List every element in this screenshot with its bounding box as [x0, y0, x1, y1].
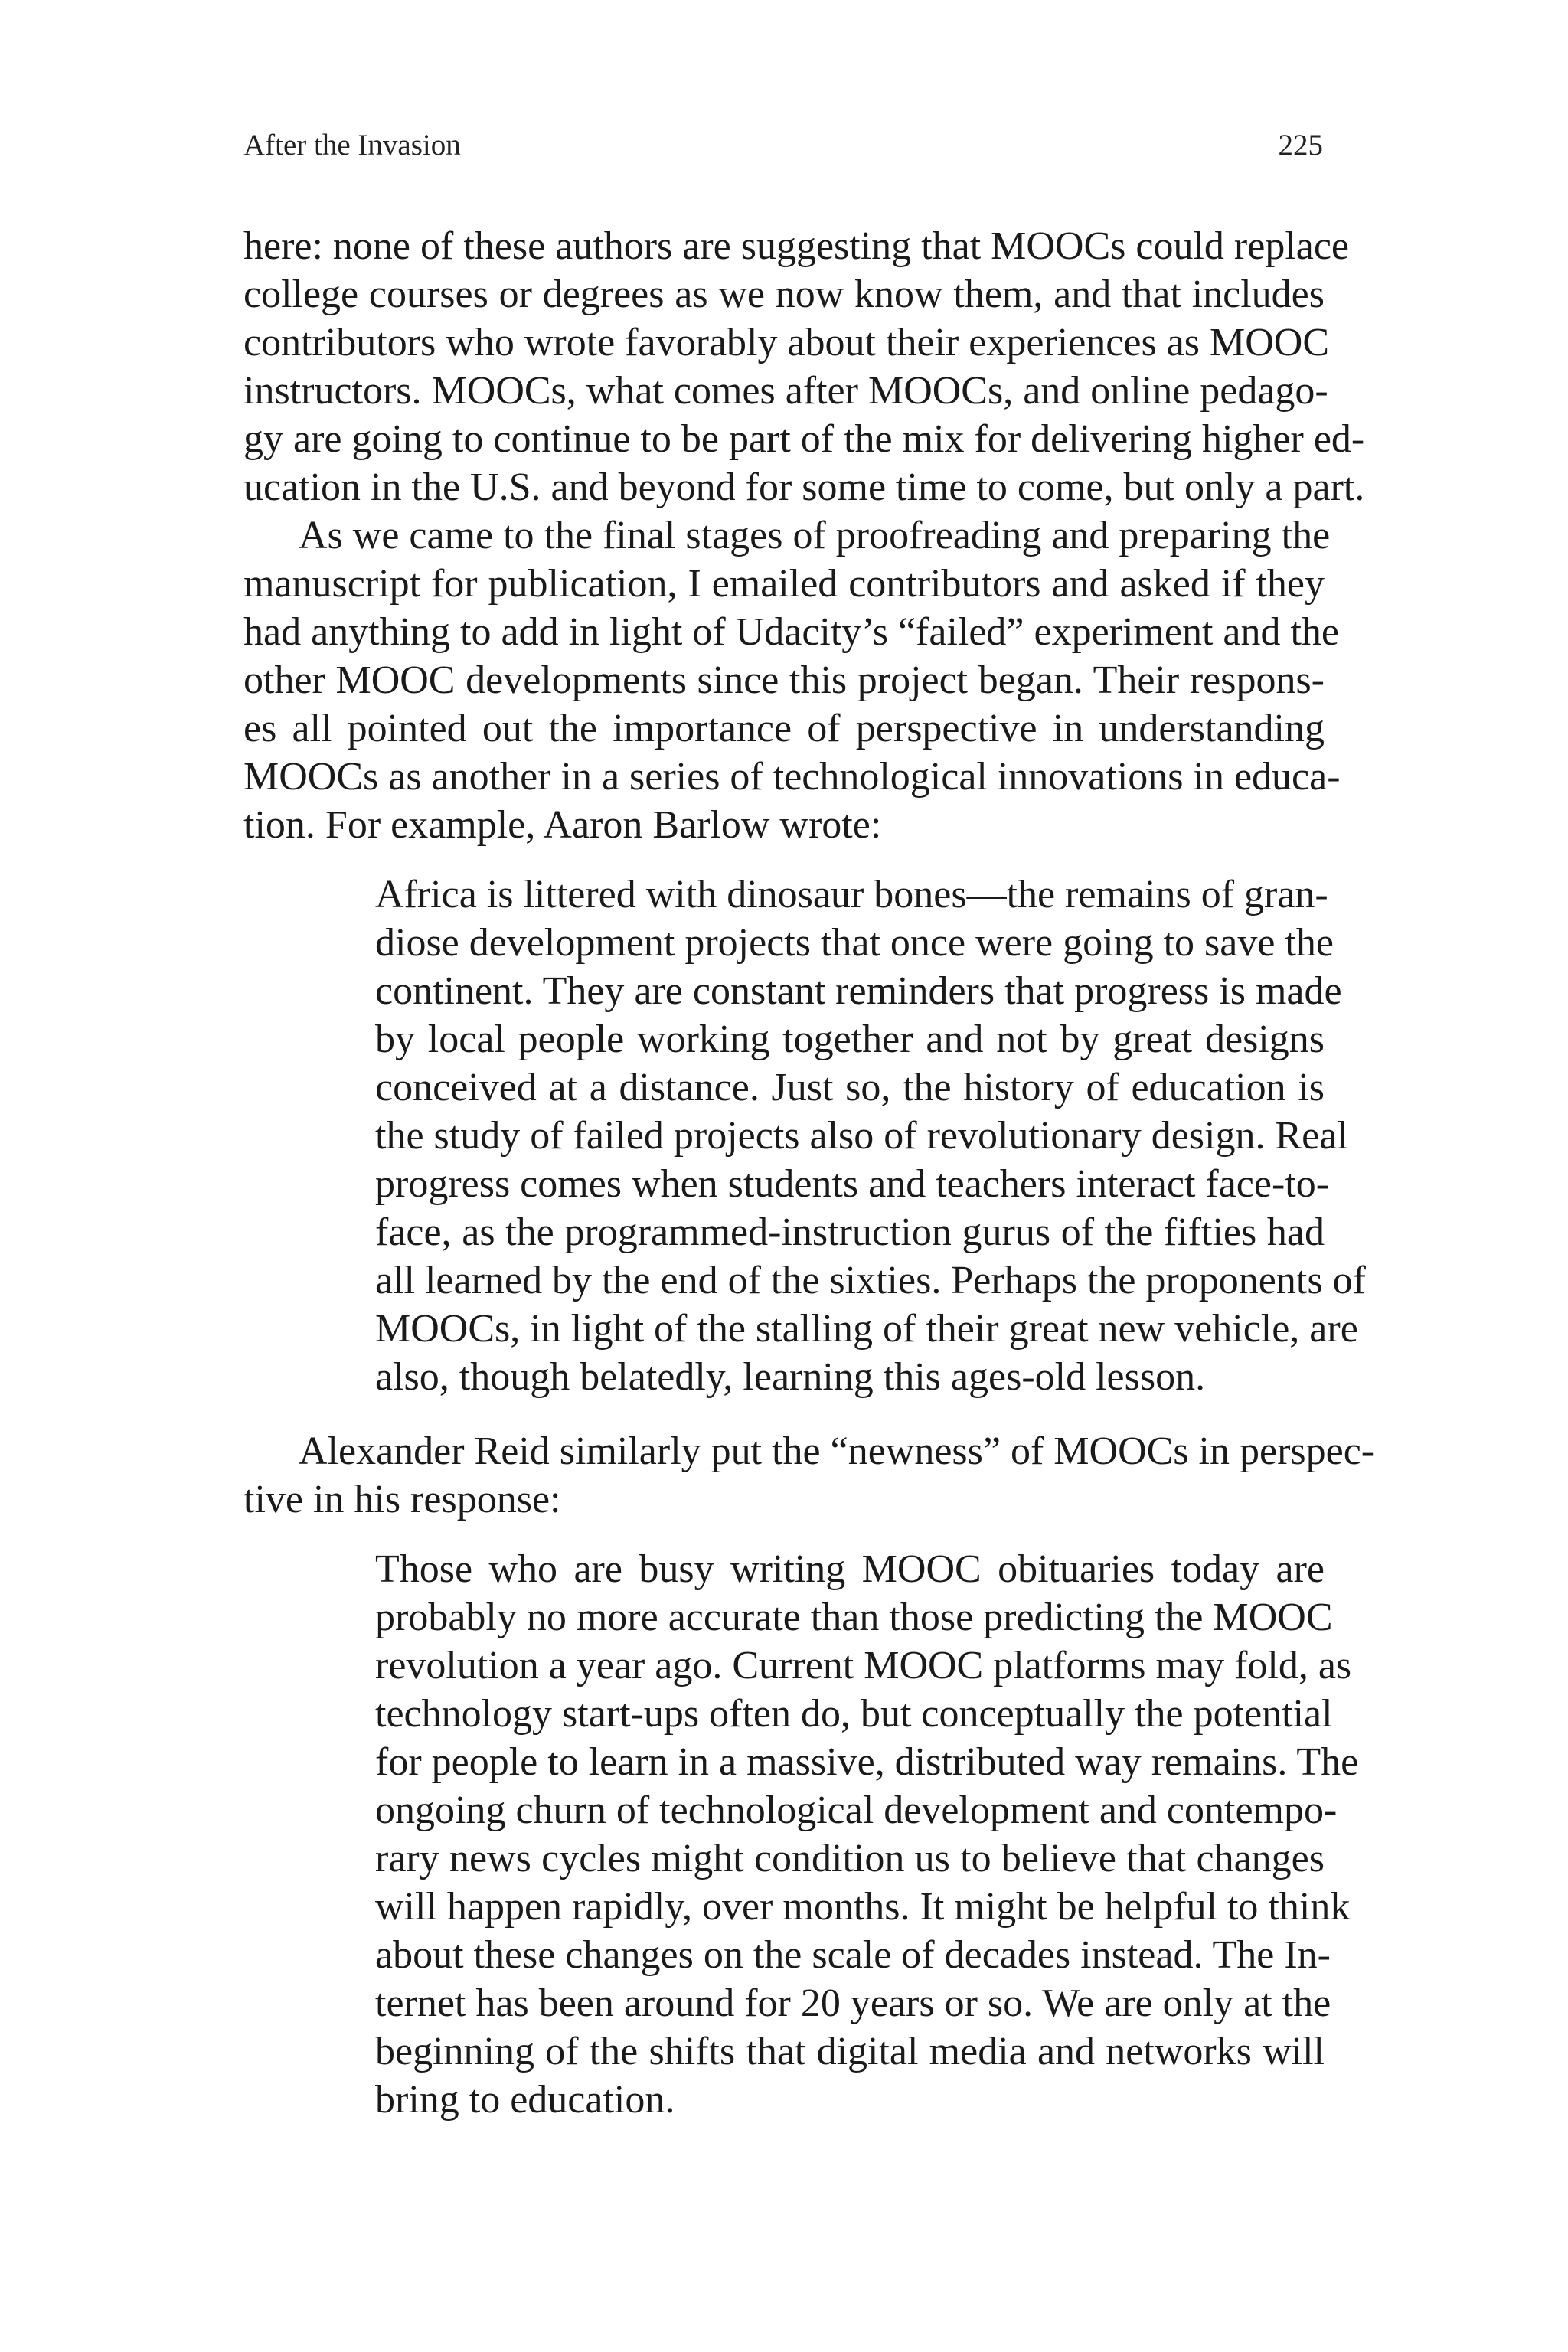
- text-line: As we came to the final stages of proofreading and preparing the: [299, 514, 1331, 557]
- block-quote-reid: [375, 1545, 1359, 2124]
- spacer: [243, 1524, 1325, 1545]
- quote-line: conceived at a distance. Just so, the history of education is: [375, 1066, 1325, 1109]
- quote-line: face, as the programmed-instruction gurus of the fifties had: [375, 1210, 1325, 1254]
- quote-line: ongoing churn of technological development and contempo-: [375, 1788, 1338, 1832]
- quote-line: about these changes on the scale of decades instead. The In-: [375, 1933, 1331, 1977]
- quote-line: MOOCs, in light of the stalling of their great new vehicle, are: [375, 1307, 1358, 1351]
- text-line: here: none of these authors are suggesting that MOOCs could replace: [243, 224, 1350, 268]
- quote-line: Those who are busy writing MOOC obituaries today are: [375, 1547, 1325, 1591]
- paragraph-2: [243, 511, 1341, 849]
- quote-line: progress comes when students and teachers interact face-to-: [375, 1162, 1330, 1206]
- text-line: tion. For example, Aaron Barlow wrote:: [243, 803, 882, 847]
- quote-line: ternet has been around for 20 years or so. We are only at the: [375, 1981, 1331, 2025]
- text-line: had anything to add in light of Udacity’s “failed” experiment and the: [243, 610, 1340, 654]
- quote-line: beginning of the shifts that digital media and networks will: [375, 2030, 1325, 2073]
- quote-line: by local people working together and not by great designs: [375, 1018, 1325, 1061]
- quote-line: probably no more accurate than those predicting the MOOC: [375, 1596, 1333, 1639]
- quote-line: rary news cycles might condition us to believe that changes: [375, 1837, 1325, 1880]
- quote-line: all learned by the end of the sixties. Perhaps the proponents of: [375, 1259, 1366, 1302]
- quote-line: Africa is littered with dinosaur bones—the remains of gran-: [375, 873, 1328, 916]
- text-line: ucation in the U.S. and beyond for some time to come, but only a part.: [243, 466, 1365, 509]
- text-line: contributors who wrote favorably about their experiences as MOOC: [243, 321, 1330, 364]
- text-line: MOOCs as another in a series of technological innovations in educa-: [243, 755, 1341, 799]
- body-text: [243, 222, 1375, 2124]
- text-line: instructors. MOOCs, what comes after MOOCs, and online pedago-: [243, 369, 1328, 413]
- quote-line: the study of failed projects also of revolutionary design. Real: [375, 1114, 1348, 1158]
- page-number: 225: [1278, 129, 1323, 162]
- quote-line: will happen rapidly, over months. It might be helpful to think: [375, 1885, 1351, 1929]
- text-line: manuscript for publication, I emailed contributors and asked if they: [243, 562, 1325, 606]
- text-line: college courses or degrees as we now know them, and that includes: [243, 273, 1325, 316]
- quote-line: technology start-ups often do, but conceptually the potential: [375, 1692, 1333, 1736]
- quote-line: revolution a year ago. Current MOOC platforms may fold, as: [375, 1644, 1352, 1687]
- running-head: [243, 127, 1323, 164]
- spacer: [243, 1401, 1325, 1427]
- text-line: gy are going to continue to be part of the mix for delivering higher ed-: [243, 417, 1365, 461]
- paragraph-1: [243, 222, 1365, 511]
- quote-line: for people to learn in a massive, distributed way remains. The: [375, 1740, 1359, 1784]
- quote-line: continent. They are constant reminders that progress is made: [375, 969, 1342, 1013]
- text-line: Alexander Reid similarly put the “newness” of MOOCs in perspec-: [299, 1429, 1375, 1473]
- quote-line: diose development projects that once were going to save the: [375, 921, 1334, 965]
- quote-line: bring to education.: [375, 2078, 675, 2122]
- quote-line: also, though belatedly, learning this ages-old lesson.: [375, 1355, 1206, 1399]
- text-line: other MOOC developments since this project began. Their respons-: [243, 658, 1325, 702]
- text-line: es all pointed out the importance of perspective in understanding: [243, 707, 1325, 750]
- running-head-title: After the Invasion: [243, 129, 461, 162]
- spacer: [243, 849, 1325, 871]
- paragraph-3: [243, 1427, 1375, 1524]
- block-quote-barlow: [375, 871, 1366, 1401]
- text-line: tive in his response:: [243, 1478, 561, 1521]
